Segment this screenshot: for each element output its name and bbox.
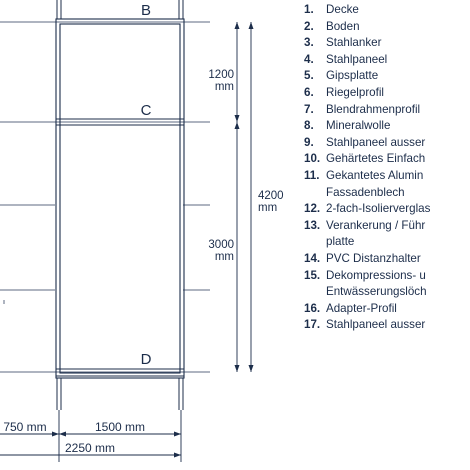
dim-750-label: 750 mm [3, 420, 47, 434]
legend-item [304, 168, 470, 201]
dim-4200-unit: mm [258, 202, 278, 214]
legend-text: Stahlpaneel ausser [326, 135, 426, 149]
legend-item [304, 2, 470, 19]
legend-number: 8. [304, 119, 314, 133]
legend-item [304, 135, 470, 152]
legend-number: 3. [304, 36, 314, 50]
legend-text: 2-fach-Isolierverglas [326, 202, 431, 216]
legend-number: 15. [304, 268, 321, 282]
window-outer-frame [56, 19, 184, 378]
legend-number: 2. [304, 19, 314, 33]
window-inner-frame [60, 24, 180, 373]
dim-1200-unit: mm [214, 81, 234, 93]
legend-item [304, 268, 470, 301]
legend-item [304, 68, 470, 85]
legend-number: 10. [304, 152, 321, 166]
legend-item [304, 201, 470, 218]
legend-number: 13. [304, 218, 321, 232]
legend-number: 11. [304, 168, 320, 182]
legend-item [304, 35, 470, 52]
legend-item [304, 52, 470, 69]
legend-number: 17. [304, 318, 321, 332]
legend-list [304, 2, 470, 334]
legend-text: Stahlpaneel ausser [326, 318, 426, 332]
legend-item [304, 218, 470, 251]
legend-text: PVC Distanzhalter [326, 251, 421, 265]
dim-4200-value: 4200 [258, 190, 284, 202]
legend-item [304, 151, 470, 168]
dim-1500-label: 1500 mm [94, 420, 146, 434]
legend-item [304, 251, 470, 268]
legend-text: Riegelprofil [326, 85, 384, 99]
legend-text-continued: Fassadenblech [326, 185, 405, 199]
legend-number: 5. [304, 69, 314, 83]
legend-text: Dekompressions- u [326, 268, 426, 282]
legend-text: Adapter-Profil [326, 301, 397, 315]
dim-3000-value: 3000 [208, 239, 234, 251]
legend-text: Decke [326, 3, 359, 16]
dim-2250-label: 2250 mm [64, 441, 116, 455]
legend-number: 9. [304, 135, 314, 149]
legend-number: 14. [304, 251, 321, 265]
legend-text: Stahlpaneel [326, 52, 388, 66]
legend-item [304, 102, 470, 119]
dim-1200-value: 1200 [208, 69, 234, 81]
legend-number: 4. [304, 52, 314, 66]
legend-text: Gehärtetes Einfach [326, 152, 426, 166]
dim-3000-unit: mm [214, 251, 234, 263]
legend-number: 7. [304, 102, 314, 116]
grid-label-c: C [140, 102, 152, 119]
legend-number: 6. [304, 85, 314, 99]
legend-number: 12. [304, 202, 321, 216]
legend-text: Mineralwolle [326, 119, 391, 133]
legend-item [304, 19, 470, 36]
legend-text: Gipsplatte [326, 69, 379, 83]
grid-label-d: D [140, 351, 152, 368]
legend-item [304, 301, 470, 318]
legend-text: Verankerung / Führ [326, 218, 426, 232]
legend-text: Boden [326, 19, 360, 33]
legend-text: Stahlanker [326, 36, 382, 50]
legend-text: Blendrahmenprofil [326, 102, 421, 116]
legend-item [304, 317, 470, 334]
legend-number: 16. [304, 301, 321, 315]
legend-text: Gekantetes Alumin [326, 168, 424, 182]
legend-number: 1. [304, 3, 314, 16]
grid-label-b: B [140, 2, 152, 19]
legend-item [304, 118, 470, 135]
legend-text-continued: platte [326, 235, 355, 249]
legend-text-continued: Entwässerungslöch [326, 285, 427, 299]
legend-item [304, 85, 470, 102]
